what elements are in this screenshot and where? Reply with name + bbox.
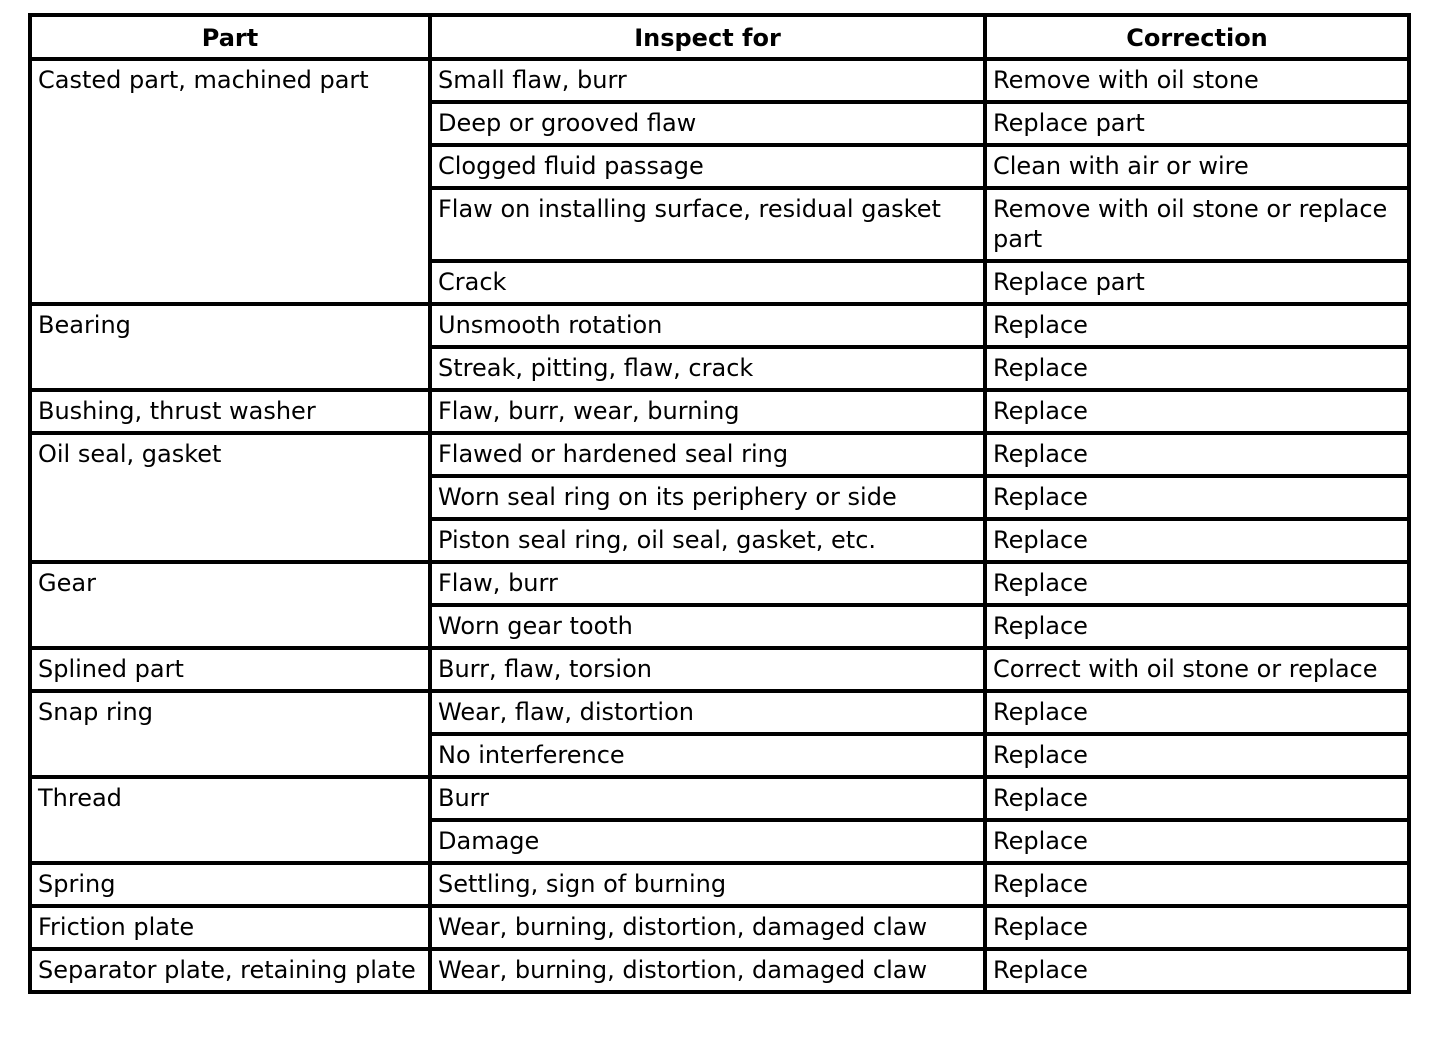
header-inspect-for: Inspect for bbox=[430, 15, 985, 59]
inspection-table bbox=[28, 13, 1411, 994]
part-cell: Oil seal, gasket bbox=[30, 433, 430, 562]
correction-cell: Replace part bbox=[985, 261, 1409, 304]
inspect-cell: Wear, burning, distortion, damaged claw bbox=[430, 949, 985, 992]
inspect-cell: Worn gear tooth bbox=[430, 605, 985, 648]
table-body bbox=[30, 59, 1409, 992]
inspect-cell: Flaw, burr, wear, burning bbox=[430, 390, 985, 433]
correction-cell: Remove with oil stone bbox=[985, 59, 1409, 102]
inspect-cell: Piston seal ring, oil seal, gasket, etc. bbox=[430, 519, 985, 562]
correction-cell: Replace bbox=[985, 863, 1409, 906]
inspect-cell: Burr, flaw, torsion bbox=[430, 648, 985, 691]
inspect-cell: Crack bbox=[430, 261, 985, 304]
part-cell: Bushing, thrust washer bbox=[30, 390, 430, 433]
inspect-cell: Streak, pitting, flaw, crack bbox=[430, 347, 985, 390]
correction-cell: Replace bbox=[985, 519, 1409, 562]
header-part: Part bbox=[30, 15, 430, 59]
table-row bbox=[30, 304, 1409, 347]
table-row bbox=[30, 390, 1409, 433]
header-row bbox=[30, 15, 1409, 59]
correction-cell: Replace bbox=[985, 562, 1409, 605]
correction-cell: Replace bbox=[985, 906, 1409, 949]
inspect-cell: Flaw on installing surface, residual gasket bbox=[430, 188, 985, 261]
part-cell: Casted part, machined part bbox=[30, 59, 430, 304]
table-row bbox=[30, 949, 1409, 992]
correction-cell: Replace bbox=[985, 949, 1409, 992]
table-row bbox=[30, 433, 1409, 476]
inspect-cell: Damage bbox=[430, 820, 985, 863]
inspect-cell: Deep or grooved flaw bbox=[430, 102, 985, 145]
inspect-cell: Flaw, burr bbox=[430, 562, 985, 605]
inspect-cell: Clogged fluid passage bbox=[430, 145, 985, 188]
correction-cell: Replace bbox=[985, 691, 1409, 734]
correction-cell: Replace part bbox=[985, 102, 1409, 145]
correction-cell: Replace bbox=[985, 605, 1409, 648]
part-cell: Friction plate bbox=[30, 906, 430, 949]
header-correction: Correction bbox=[985, 15, 1409, 59]
part-cell: Thread bbox=[30, 777, 430, 863]
correction-cell: Replace bbox=[985, 820, 1409, 863]
correction-cell: Replace bbox=[985, 304, 1409, 347]
part-cell: Bearing bbox=[30, 304, 430, 390]
inspect-cell: Settling, sign of burning bbox=[430, 863, 985, 906]
part-cell: Spring bbox=[30, 863, 430, 906]
part-cell: Separator plate, retaining plate bbox=[30, 949, 430, 992]
table-row bbox=[30, 648, 1409, 691]
inspect-cell: No interference bbox=[430, 734, 985, 777]
table-row bbox=[30, 59, 1409, 102]
correction-cell: Correct with oil stone or replace bbox=[985, 648, 1409, 691]
correction-cell: Replace bbox=[985, 777, 1409, 820]
table-row bbox=[30, 691, 1409, 734]
correction-cell: Replace bbox=[985, 390, 1409, 433]
inspect-cell: Small flaw, burr bbox=[430, 59, 985, 102]
inspect-cell: Flawed or hardened seal ring bbox=[430, 433, 985, 476]
inspect-cell: Burr bbox=[430, 777, 985, 820]
inspect-cell: Wear, burning, distortion, damaged claw bbox=[430, 906, 985, 949]
correction-cell: Replace bbox=[985, 433, 1409, 476]
correction-cell: Replace bbox=[985, 476, 1409, 519]
part-cell: Snap ring bbox=[30, 691, 430, 777]
table-row bbox=[30, 863, 1409, 906]
correction-cell: Clean with air or wire bbox=[985, 145, 1409, 188]
table-row bbox=[30, 777, 1409, 820]
part-cell: Splined part bbox=[30, 648, 430, 691]
inspect-cell: Wear, flaw, distortion bbox=[430, 691, 985, 734]
correction-cell: Replace bbox=[985, 734, 1409, 777]
correction-cell: Replace bbox=[985, 347, 1409, 390]
table-row bbox=[30, 562, 1409, 605]
table-row bbox=[30, 906, 1409, 949]
inspect-cell: Unsmooth rotation bbox=[430, 304, 985, 347]
part-cell: Gear bbox=[30, 562, 430, 648]
correction-cell: Remove with oil stone or replace part bbox=[985, 188, 1409, 261]
inspect-cell: Worn seal ring on its periphery or side bbox=[430, 476, 985, 519]
